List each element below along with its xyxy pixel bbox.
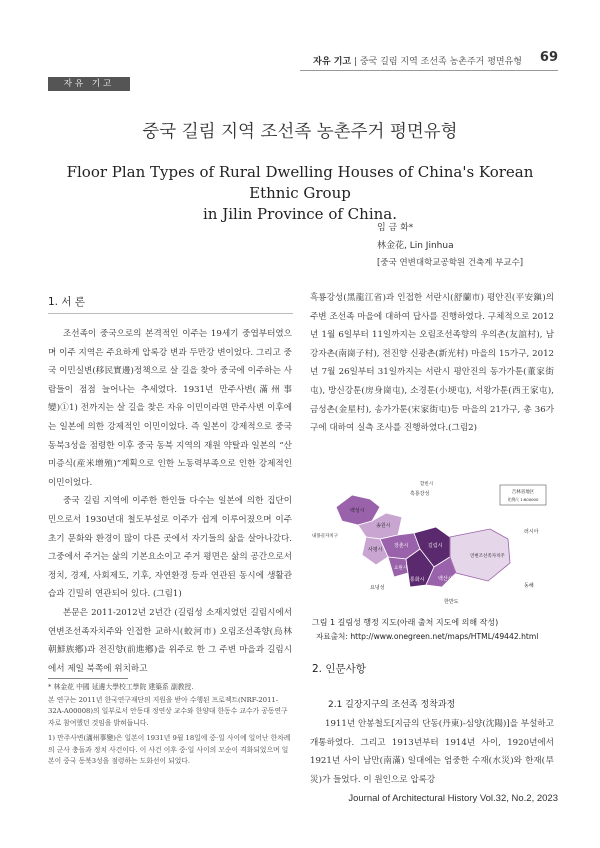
author-affiliation: [중국 연변대학교공학원 건축계 부교수]	[377, 258, 524, 268]
section1-right-text	[310, 289, 554, 438]
map-label-jilin-city: 길림시	[428, 543, 443, 549]
map-label-siping: 사평시	[368, 547, 383, 553]
map-label-inner-mongolia: 내몽골자치구	[312, 534, 339, 539]
map-label-russia: 러시아	[524, 529, 539, 535]
paragraph: 중국 길림 지역에 이주한 한인들 다수는 일본에 의한 집단이민으로서 1930년대 철도부설로 이주가 쉽게 이루어졌으며 이주 초기 문화와 환경이 많이 다른 곳에서 자기들의 삶을 살아나갔다. 그중에서 주거는 삶의 기본요소이고 주거 평면은 삶의 공간으로서 정치, 경제, 사회제도, 기후, 자연환경 등과 연관된 동시에 생활관습과 긴밀히 연관되어 있다. (그림1)	[48, 496, 292, 600]
map-label-harbin: 할빈시	[420, 482, 434, 487]
figure-caption: 그림 1 길림성 행정 지도(아래 출처 지도에 의해 작성)	[312, 618, 499, 627]
header-section: 자유 기고	[313, 57, 352, 67]
figure-source: 자료출처: http://www.onegreen.net/maps/HTML/49442.html	[316, 632, 539, 641]
page-number: 69	[539, 50, 558, 65]
title-english	[60, 162, 540, 225]
paragraph: 본문은 2011-2012년 2년간 (길림성 소재지였던 길림시에서 연변조선족자치주와 인접한 교하시(蛟河市) 오림조선족향(烏林朝鮮族鄕)과 전진향(前進鄕)을 위주로 한 그 주변 마을과 길림시에서 제일 북쪽에 위치하고	[48, 607, 292, 674]
map-label-songyuan: 송원시	[376, 523, 391, 529]
header-separator: |	[353, 57, 358, 67]
paragraph: 흑룡강성(黑龍江省)과 인접한 서란시(舒蘭市) 평안진(平安鎭)의 주변 조선족 마을에 대하여 답사를 진행하였다. 구체적으로 2012년 1월 6일부터 11일까지는 오림조선족향의 우의촌(友誼村), 남강자촌(南崗子村), 전진향 신광촌(新光村) 마을의 15가구, 2012년 7월 26일부터 31일까지는 서란시 평안진의 동가가툰(董家街屯), 방신강툰(房身崗屯), 소경툰(小埂屯), 서왕가툰(西王家屯), 금성촌(金星村), 송가가툰(宋家街屯)등 마을의 21가구, 총 36가구에 대하여 실측 조사를 진행하였다.(그림2)	[310, 293, 554, 434]
map-legend-title: 吉林省地区	[511, 490, 535, 495]
section2-subheading: 2.1 길장지구의 조선족 정착과정	[328, 700, 456, 710]
map-label-yanbian: 연변조선족자치주	[470, 554, 505, 559]
map-label-baicheng: 백성시	[350, 508, 365, 514]
jilin-map	[310, 477, 550, 609]
section1-rule	[48, 313, 293, 314]
author-name-ko: 임 금 화*	[377, 223, 414, 233]
footnotes	[48, 682, 292, 768]
paragraph: 조선족이 중국으로의 본격적인 이주는 19세기 중엽부터였으며 이주 지역은 주요하게 압록강 변과 두만강 변이었다. 그리고 중국 이민실변(移民實邊)정책으로 살 길을 찾아 중국에 이주하는 사람들이 점점 늘어나는 추세였다. 1931년 만주사변(滿州事變)①1) 전까지는 살 길을 찾은 자유 이민이라면 만주사변 이후에는 일본에 의한 강제적인 이민이었다. 즉 일본이 강제적으로 중국 동북3성을 점령한 이후 중국 동북 지역의 재원 약탈과 일본의 “산미증식(産米增殖)”계획으로 인한 노동력부족으로 인한 강제적인 이민이었다.	[48, 329, 292, 488]
map-label-liaoyuan: 요원시	[394, 566, 408, 571]
running-title	[313, 54, 522, 67]
section-tag: 자유 기고	[48, 77, 130, 91]
map-label-heilongjiang: 흑룡강성	[410, 491, 430, 497]
section1-heading: 1. 서 론	[48, 296, 85, 308]
map-label-east-sea: 동해	[524, 583, 534, 589]
footnote-1: 1) 만주사변(滿州事變)은 일본이 1931년 9월 18일에 중·일 사이에 일어난 한차례의 군사 충돌과 정치 사건이다. 이 사건 이후 중·일 사이의 모순이 격화되었으며 일본이 중국 동북3성을 점령하는 도화선이 되었다.	[48, 734, 291, 765]
map-legend-box	[500, 485, 546, 505]
jilin-map-figure	[310, 477, 550, 609]
map-label-changchun: 장춘시	[394, 543, 409, 549]
footnote-rule	[48, 678, 128, 679]
map-label-baishan: 백산시	[438, 576, 453, 582]
journal-footer: Journal of Architectural History Vol.32, No.2, 2023	[348, 793, 558, 804]
section2-heading: 2. 인문사항	[312, 663, 366, 675]
footnote-affiliation: * 林金花 中國 延邊大學校工學院 建築系 副教授.	[48, 683, 194, 691]
section1-left-text	[48, 325, 292, 678]
map-label-korean-peninsula: 한반도	[444, 599, 459, 605]
title-korean: 중국 길림 지역 조선족 농촌주거 평면유형	[142, 122, 458, 142]
title-english-line2: in Jilin Province of China.	[203, 205, 397, 223]
map-label-liaoning: 요녕성	[370, 585, 385, 591]
header-running-title: 중국 길림 지역 조선족 농촌주거 평면유형	[359, 57, 522, 67]
title-english-line1: Floor Plan Types of Rural Dwelling Houses of China's Korean Ethnic Group	[66, 163, 534, 202]
paragraph: 1911년 안봉철도[지금의 단동(丹東)-심양(沈陽)]을 부설하고 개통하였다. 그리고 1913년부터 1914년 사이, 1920년에서 1921년 사이 남만(南滿) 일대에는 엄중한 수재(水災)와 한재(旱災)가 들었다. 이 원인으로 압록강	[310, 719, 554, 785]
section2-text	[310, 715, 554, 789]
map-label-tonghua: 통화시	[410, 577, 425, 583]
running-header	[0, 48, 600, 72]
map-legend-scale: 比例尺 1:600000	[507, 497, 539, 502]
author-name-cn-en: 林金花, Lin Jinhua	[377, 241, 454, 251]
footnote-funding: 본 연구는 2011년 한국연구재단의 지원을 받아 수행된 프로젝트(NRF-2011-32A-A00008)의 일부로서 안동대 정연상 교수와 한양대 한동수 교수가 공동연구자로 참여했던 것임을 밝혀둡니다.	[48, 695, 288, 727]
header-rule	[300, 70, 558, 71]
